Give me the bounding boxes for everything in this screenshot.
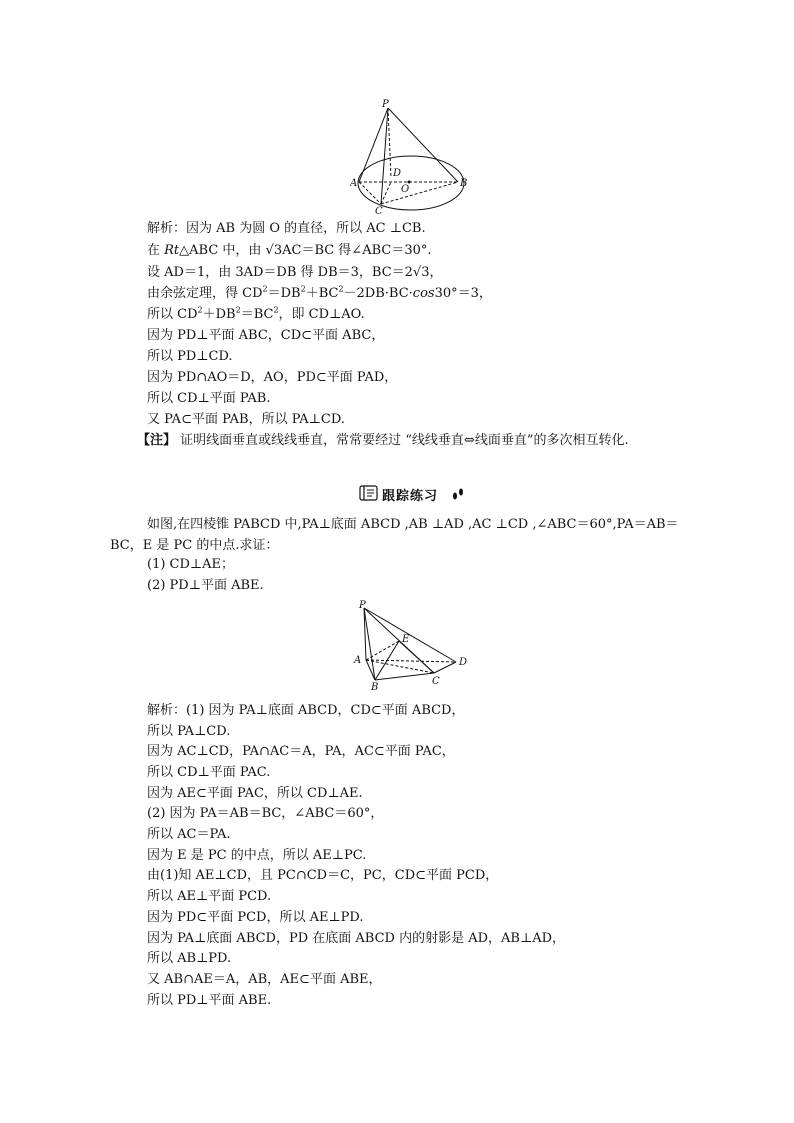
solution2-line3: 因为 AC⊥CD，PA∩AC＝A，PA，AC⊂平面 PAC，	[147, 744, 455, 759]
text: －2DB·BC·	[343, 286, 413, 301]
label-d: D	[459, 657, 468, 668]
solution1-line2	[147, 243, 432, 259]
height-pd	[388, 108, 391, 178]
banner-title: 跟踪练习	[382, 489, 439, 504]
solution2-line11: 因为 PD⊂平面 PCD，所以 AE⊥PD.	[147, 910, 364, 925]
label-c: C	[432, 676, 440, 687]
label-b: B	[371, 682, 379, 692]
solution2-line14: 又 AB∩AE＝A，AB，AE⊂平面 ABE，	[147, 972, 382, 987]
superscript: 2	[338, 284, 344, 294]
superscript: 2	[273, 305, 279, 315]
text: 30°＝3，	[434, 286, 492, 301]
label-c: C	[375, 206, 383, 216]
superscript: 2	[235, 305, 241, 315]
problem-question-2: (2) PD⊥平面 ABE.	[147, 578, 264, 593]
solution1-line7: 所以 PD⊥CD.	[147, 349, 233, 364]
text: ＋BC	[305, 286, 339, 301]
solution1-line6: 因为 PD⊥平面 ABC，CD⊂平面 ABC，	[147, 328, 385, 343]
solution2-line2: 所以 PA⊥CD.	[147, 724, 231, 739]
solution1-line8: 因为 PD∩AO＝D，AO，PD⊂平面 PAD，	[147, 370, 398, 385]
diag-ac	[366, 660, 434, 673]
text: ，即 CD⊥AO.	[278, 307, 365, 322]
note-paragraph	[110, 430, 682, 451]
solution1-line3: 设 AD＝1，由 3AD＝DB 得 DB＝3，BC＝2√3，	[147, 265, 443, 280]
text: 所以 CD	[147, 307, 198, 322]
solution2-line10: 所以 AE⊥平面 PCD.	[147, 889, 272, 904]
label-d: D	[393, 168, 402, 179]
superscript: 2	[300, 284, 306, 294]
text: ＋DB	[202, 307, 236, 322]
text: 在	[147, 243, 165, 258]
solution1-line4	[147, 286, 492, 302]
solution2-line5: 因为 AE⊂平面 PAC，所以 CD⊥AE.	[147, 786, 363, 801]
superscript: 2	[197, 305, 203, 315]
pyramid-figure	[350, 600, 475, 692]
solution1-line1: 解析：因为 AB 为圆 O 的直径，所以 AC ⊥CB.	[147, 221, 426, 236]
problem-question-1: (1) CD⊥AE；	[147, 557, 235, 572]
solution1-line10: 又 PA⊂平面 PAB，所以 PA⊥CD.	[147, 412, 345, 427]
text: ＝BC	[240, 307, 274, 322]
note-text: 证明线面垂直或线线垂直，常常要经过 “线线垂直⇔线面垂直”的多次相互转化.	[176, 433, 629, 448]
label-a: A	[350, 178, 358, 189]
label-o: O	[401, 184, 410, 195]
text: ＝DB	[267, 286, 301, 301]
label-p: P	[359, 600, 366, 611]
rt-italic: Rt	[164, 243, 180, 258]
label-a: A	[354, 655, 362, 666]
solution2-line7: 所以 AC＝PA.	[147, 827, 231, 842]
label-p: P	[382, 99, 389, 110]
footprint-icon	[451, 487, 465, 501]
chord-cb	[381, 182, 458, 204]
text: 由余弦定理，得 CD	[147, 286, 263, 301]
edge-bc	[375, 673, 434, 680]
label-e: E	[402, 634, 410, 645]
edge-pd	[364, 608, 456, 662]
solution2-line4: 所以 CD⊥平面 PAC.	[147, 765, 271, 780]
problem-statement: 如图,在四棱锥 PABCD 中,PA⊥底面 ABCD ,AB ⊥AD ,AC ⊥CD ,∠ABC＝60°,PA＝AB＝BC，E 是 PC 的中点.求证：	[110, 517, 679, 553]
solution2-line8: 因为 E 是 PC 的中点，所以 AE⊥PC.	[147, 848, 367, 863]
cone-figure	[350, 98, 475, 216]
solution2-line15: 所以 PD⊥平面 ABE.	[147, 993, 272, 1008]
notebook-icon	[359, 485, 379, 501]
solution1-line5	[147, 307, 365, 323]
note-tag: 【注】	[137, 433, 177, 448]
section-banner	[355, 482, 467, 504]
cos-italic: cos	[412, 286, 435, 301]
solution2-line13: 所以 AB⊥PD.	[147, 951, 232, 966]
solution1-line9: 所以 CD⊥平面 PAB.	[147, 391, 271, 406]
label-b: B	[460, 178, 468, 189]
solution2-line1: 解析：(1) 因为 PA⊥底面 ABCD，CD⊂平面 ABCD，	[147, 703, 465, 718]
edge-cd	[434, 662, 456, 673]
solution2-line9: 由(1)知 AE⊥CD，且 PC∩CD＝C，PC，CD⊂平面 PCD，	[147, 868, 499, 883]
base-circle	[358, 156, 464, 210]
solution2-line12: 因为 PA⊥底面 ABCD，PD 在底面 ABCD 内的射影是 AD，AB⊥AD，	[147, 931, 566, 946]
text: △ABC 中，由 √3AC＝BC 得∠ABC＝30°.	[179, 243, 432, 258]
edge-ad	[366, 660, 456, 662]
superscript: 2	[262, 284, 268, 294]
solution2-line6: (2) 因为 PA＝AB＝BC，∠ABC＝60°，	[147, 806, 384, 821]
